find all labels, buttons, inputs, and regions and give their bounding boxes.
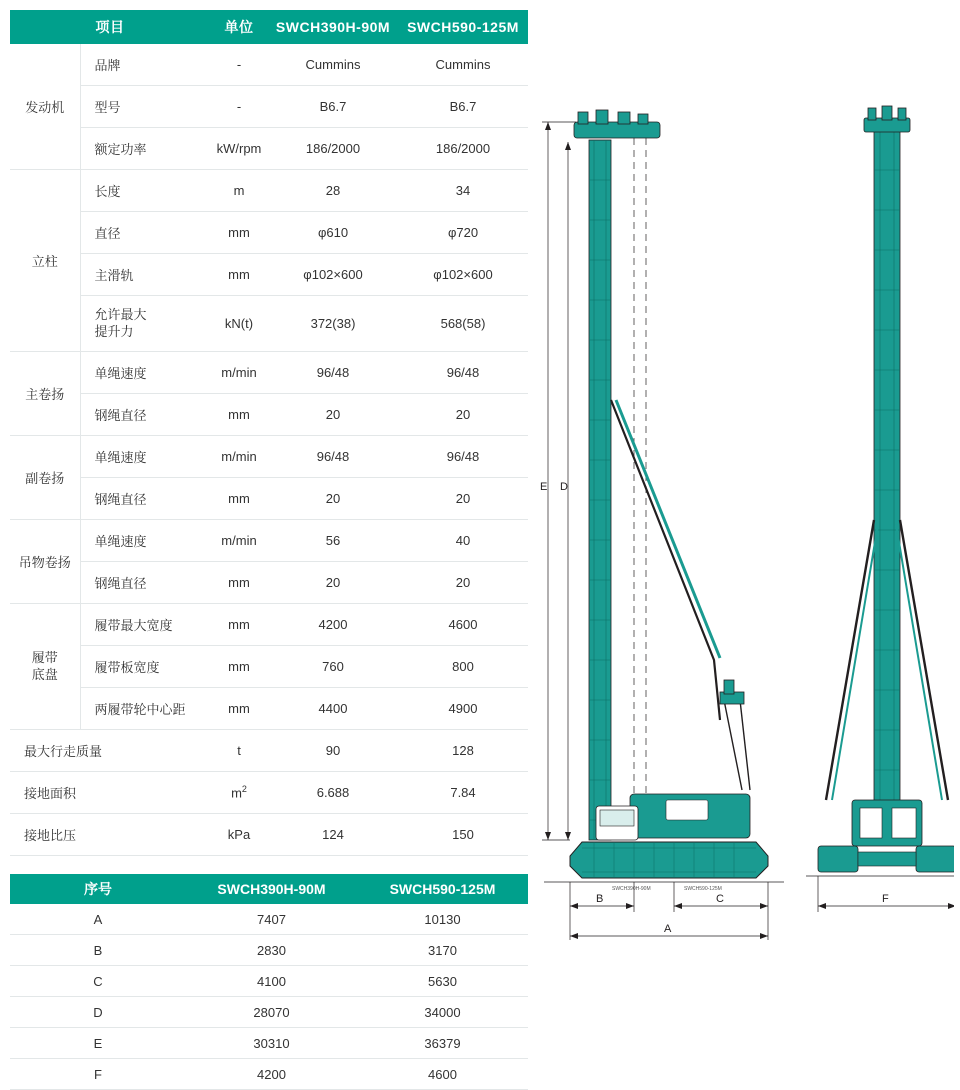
row-item: 额定功率 — [80, 128, 210, 170]
dimensions-table — [10, 874, 528, 1090]
row-value-1: 28 — [268, 170, 398, 212]
brace-right — [900, 520, 948, 800]
auxiliary-mast — [720, 680, 750, 790]
side-view-caption: SWCH390H-90M — [612, 886, 651, 892]
row-value-2: Cummins — [398, 44, 528, 86]
row-item: 品牌 — [80, 44, 210, 86]
header-unit: 单位 — [210, 10, 268, 44]
table-row — [10, 904, 528, 935]
row-value-1: 4200 — [268, 604, 398, 646]
dims-key: D — [10, 997, 186, 1028]
row-value-2: 4600 — [398, 604, 528, 646]
row-value-2: 800 — [398, 646, 528, 688]
dims-value-1: 28070 — [186, 997, 357, 1028]
row-value-1: 20 — [268, 478, 398, 520]
row-unit: m/min — [210, 520, 268, 562]
table-row — [10, 604, 528, 646]
specification-table — [10, 10, 528, 856]
row-value-1: 56 — [268, 520, 398, 562]
table-row — [10, 1028, 528, 1059]
group-label-undercarriage: 履带 底盘 — [10, 604, 80, 730]
row-item: 接地比压 — [10, 814, 210, 856]
brace-left — [826, 520, 874, 800]
row-item: 钢绳直径 — [80, 478, 210, 520]
row-item: 长度 — [80, 170, 210, 212]
row-item: 单绳速度 — [80, 352, 210, 394]
table-header-row — [10, 10, 528, 44]
dimensions-header-row — [10, 874, 528, 904]
table-row — [10, 170, 528, 212]
row-unit: m — [210, 170, 268, 212]
row-value-2: 34 — [398, 170, 528, 212]
row-item: 直径 — [80, 212, 210, 254]
table-row — [10, 814, 528, 856]
row-value-1: Cummins — [268, 44, 398, 86]
row-value-1: φ610 — [268, 212, 398, 254]
front-view-drawing — [806, 106, 954, 876]
row-value-2: 7.84 — [398, 772, 528, 814]
dims-value-2: 34000 — [357, 997, 528, 1028]
group-label-engine: 发动机 — [10, 44, 80, 170]
dims-key: C — [10, 966, 186, 997]
dimension-label-C: C — [716, 893, 724, 905]
table-row — [10, 730, 528, 772]
drawings-svg — [534, 100, 954, 980]
crawler-tracks-front — [818, 846, 954, 872]
row-item: 两履带轮中心距 — [80, 688, 210, 730]
table-row — [10, 44, 528, 86]
row-item: 单绳速度 — [80, 436, 210, 478]
row-unit: m/min — [210, 436, 268, 478]
dims-key: E — [10, 1028, 186, 1059]
mast-head-front — [864, 106, 910, 132]
row-value-2: φ720 — [398, 212, 528, 254]
row-value-2: 568(58) — [398, 296, 528, 352]
row-unit: mm — [210, 394, 268, 436]
row-unit: mm — [210, 254, 268, 296]
row-value-2: 40 — [398, 520, 528, 562]
row-unit: mm — [210, 646, 268, 688]
dims-value-2: 3170 — [357, 935, 528, 966]
row-value-2: 186/2000 — [398, 128, 528, 170]
dims-key: B — [10, 935, 186, 966]
row-unit: - — [210, 44, 268, 86]
row-value-1: 372(38) — [268, 296, 398, 352]
unit-exponent: 2 — [241, 784, 247, 795]
dimension-label-D: D — [560, 481, 568, 493]
side-view-drawing — [544, 110, 784, 882]
dimension-label-F: F — [882, 893, 889, 905]
row-value-1: B6.7 — [268, 86, 398, 128]
row-value-2: 96/48 — [398, 436, 528, 478]
group-label-lifting-winch: 吊物卷扬 — [10, 520, 80, 604]
row-value-2: B6.7 — [398, 86, 528, 128]
group-label-main-winch: 主卷扬 — [10, 352, 80, 436]
dimension-label-A: A — [664, 923, 672, 935]
dims-header-model-2: SWCH590-125M — [357, 874, 528, 904]
header-model-2: SWCH590-125M — [398, 10, 528, 44]
row-value-2: φ102×600 — [398, 254, 528, 296]
table-row — [10, 772, 528, 814]
row-value-1: 124 — [268, 814, 398, 856]
dimensions-table-body — [10, 904, 528, 1090]
row-unit: - — [210, 86, 268, 128]
row-value-1: 20 — [268, 562, 398, 604]
row-item: 单绳速度 — [80, 520, 210, 562]
row-value-1: φ102×600 — [268, 254, 398, 296]
row-item: 履带板宽度 — [80, 646, 210, 688]
row-unit: kN(t) — [210, 296, 268, 352]
dims-value-2: 4600 — [357, 1059, 528, 1090]
row-value-2: 4900 — [398, 688, 528, 730]
table-row — [10, 562, 528, 604]
row-unit: kW/rpm — [210, 128, 268, 170]
header-item: 项目 — [10, 10, 210, 44]
row-unit: m/min — [210, 352, 268, 394]
upper-structure-front — [852, 800, 922, 846]
row-item: 型号 — [80, 86, 210, 128]
specification-table-body — [10, 44, 528, 856]
dims-value-1: 2830 — [186, 935, 357, 966]
row-value-1: 186/2000 — [268, 128, 398, 170]
row-unit: kPa — [210, 814, 268, 856]
dims-value-1: 7407 — [186, 904, 357, 935]
mast-support-strut — [611, 400, 720, 720]
row-item: 钢绳直径 — [80, 562, 210, 604]
dims-value-2: 5630 — [357, 966, 528, 997]
row-value-1: 4400 — [268, 688, 398, 730]
row-unit: mm — [210, 562, 268, 604]
dims-value-1: 4100 — [186, 966, 357, 997]
row-value-2: 96/48 — [398, 352, 528, 394]
dims-value-2: 10130 — [357, 904, 528, 935]
row-value-2: 150 — [398, 814, 528, 856]
dimension-label-B: B — [596, 893, 604, 905]
row-value-1: 20 — [268, 394, 398, 436]
row-item: 履带最大宽度 — [80, 604, 210, 646]
row-item: 主滑轨 — [80, 254, 210, 296]
row-value-1: 96/48 — [268, 352, 398, 394]
row-item: 接地面积 — [10, 772, 210, 814]
table-row — [10, 212, 528, 254]
unit-base: m — [231, 785, 242, 801]
dims-value-1: 30310 — [186, 1028, 357, 1059]
table-row — [10, 646, 528, 688]
row-value-2: 20 — [398, 394, 528, 436]
mast-side — [589, 140, 611, 840]
table-row — [10, 688, 528, 730]
group-label-aux-winch: 副卷扬 — [10, 436, 80, 520]
table-row — [10, 86, 528, 128]
dims-key: A — [10, 904, 186, 935]
table-row — [10, 478, 528, 520]
group-label-mast: 立柱 — [10, 170, 80, 352]
mast-head — [574, 110, 660, 138]
row-value-1: 6.688 — [268, 772, 398, 814]
table-row — [10, 254, 528, 296]
row-unit: mm — [210, 478, 268, 520]
tables-column — [10, 10, 528, 1090]
row-value-1: 760 — [268, 646, 398, 688]
row-unit: mm — [210, 688, 268, 730]
front-view-caption: SWCH590-125M — [684, 886, 722, 892]
dims-value-1: 4200 — [186, 1059, 357, 1090]
header-model-1: SWCH390H-90M — [268, 10, 398, 44]
table-row — [10, 128, 528, 170]
row-unit: t — [210, 730, 268, 772]
table-row — [10, 935, 528, 966]
table-row — [10, 296, 528, 352]
row-value-2: 20 — [398, 562, 528, 604]
row-unit: mm — [210, 212, 268, 254]
table-row — [10, 520, 528, 562]
row-item: 最大行走质量 — [10, 730, 210, 772]
row-unit: mm — [210, 604, 268, 646]
dims-header-key: 序号 — [10, 874, 186, 904]
dims-value-2: 36379 — [357, 1028, 528, 1059]
crawler-track-side — [570, 842, 768, 878]
mast-front — [874, 130, 900, 830]
dims-key: F — [10, 1059, 186, 1090]
row-item: 钢绳直径 — [80, 394, 210, 436]
dimension-label-E: E — [540, 481, 548, 493]
table-row — [10, 394, 528, 436]
table-row — [10, 997, 528, 1028]
table-row — [10, 1059, 528, 1090]
row-item: 允许最大 提升力 — [80, 296, 210, 352]
dims-header-model-1: SWCH390H-90M — [186, 874, 357, 904]
table-row — [10, 966, 528, 997]
table-row — [10, 436, 528, 478]
row-value-2: 128 — [398, 730, 528, 772]
machine-drawings — [534, 100, 954, 980]
row-unit — [210, 772, 268, 814]
row-value-1: 90 — [268, 730, 398, 772]
row-value-2: 20 — [398, 478, 528, 520]
row-value-1: 96/48 — [268, 436, 398, 478]
table-row — [10, 352, 528, 394]
upper-structure — [596, 794, 750, 840]
